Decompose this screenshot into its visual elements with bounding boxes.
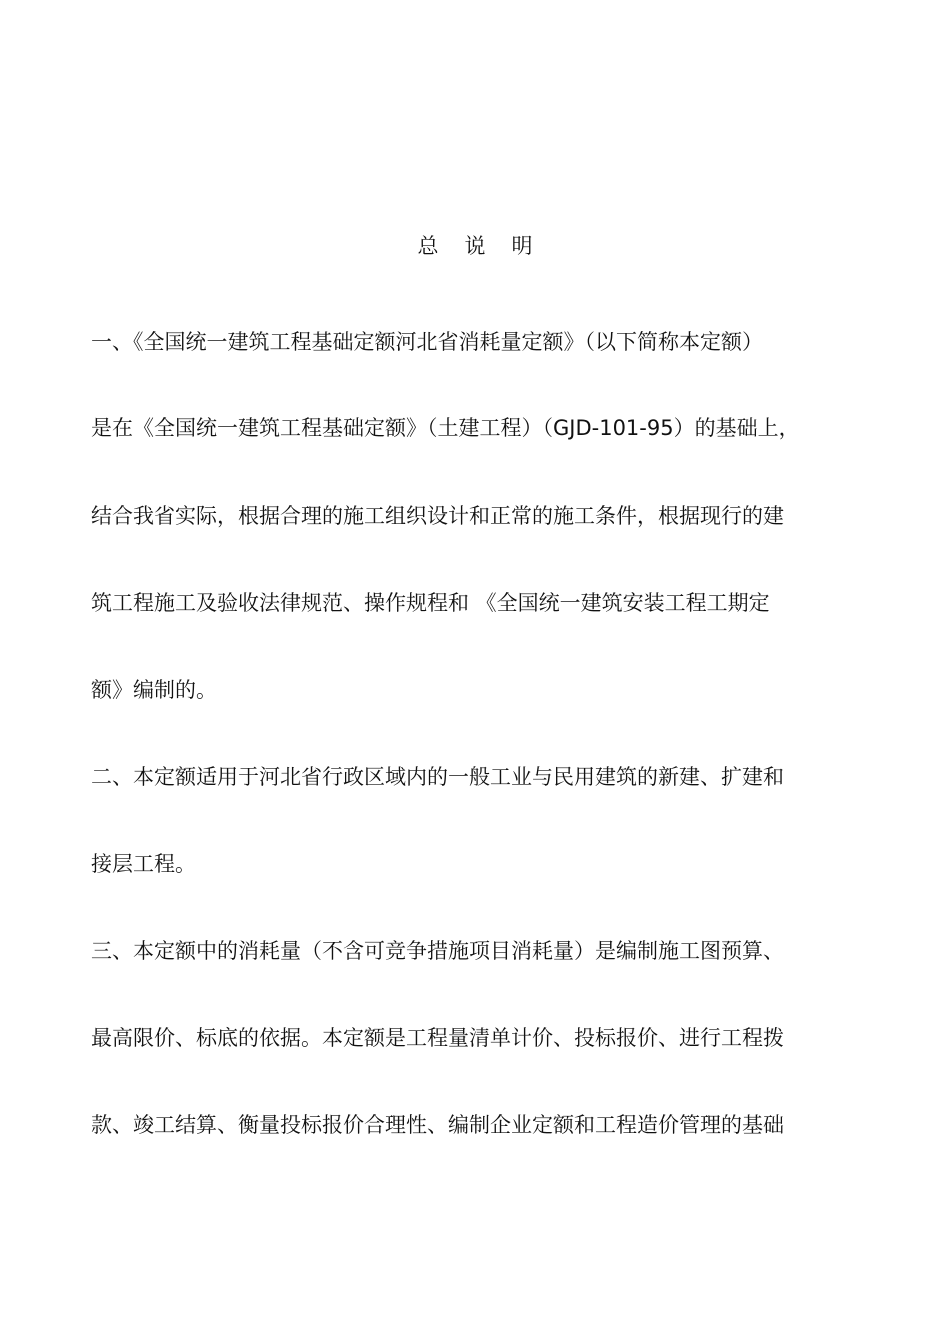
text-line-3: 结合我省实际，根据合理的施工组织设计和正常的施工条件，根据现行的建 [91, 504, 784, 528]
text-line-2: 是在《全国统一建筑工程基础定额》（土建工程）（GJD-101-95）的基础上， [91, 416, 800, 440]
text-line-9: 最高限价、标底的依据。本定额是工程量清单计价、投标报价、进行工程拨 [91, 1026, 784, 1050]
text-line-7: 接层工程。 [91, 852, 196, 876]
page-title: 总说明 [417, 234, 559, 258]
text-line-10: 款、竣工结算、衡量投标报价合理性、编制企业定额和工程造价管理的基础 [91, 1113, 784, 1137]
text-line-6: 二、本定额适用于河北省行政区域内的一般工业与民用建筑的新建、扩建和 [91, 765, 784, 789]
text-line-4: 筑工程施工及验收法律规范、操作规程和 《全国统一建筑安装工程工期定 [91, 591, 770, 615]
text-line-5: 额》编制的。 [91, 678, 217, 702]
text-line-8: 三、本定额中的消耗量（不含可竞争措施项目消耗量）是编制施工图预算、 [91, 939, 784, 963]
text-line-1: 一、《全国统一建筑工程基础定额河北省消耗量定额》（以下简称本定额） [91, 330, 763, 354]
